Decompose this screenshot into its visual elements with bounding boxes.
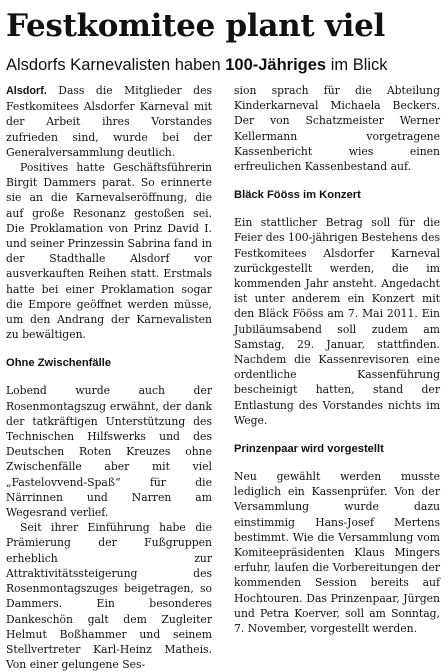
subheading-blaeck-foeoess: Bläck Fööss im Konzert (234, 189, 361, 202)
column-left (6, 83, 212, 672)
headline: Festkomitee plant viel (6, 8, 385, 44)
paragraph-kassenpruefer: Neu gewählt werden musste lediglich ein Kassenprüfer. Von der Versammlung wurde dazu einstimmig Hans-Josef Mertens bestimmt. Wie die Versammlung vom Komiteepräsidenten Klaus Mingers erfuhr, laufen die Vorbereitungen der kommenden Session bereits auf Hochtouren. Das Prinzenpaar, Jürgen und Petra Koerver, soll am Sonntag, 7. November, vorgestellt werden. (234, 470, 440, 636)
paragraph-intro-text: Dass die Mitglieder des Festkomitees Alsdorfer Karneval mit der Arbeit ihres Vorstandes zufrieden sind, wurde bei der Generalversammlung deutlich. (6, 84, 212, 159)
paragraph-rosenmontagszug: Lobend wurde auch der Rosenmontagszug erwähnt, der dank der tatkräftigen Unterstützung des Technischen Hilfswerks und des Deutschen Roten Kreuzes ohne Zwischenfälle aber mit viel „Fastelovvend-Spaß“ für die Närrinnen und Narren am Wegesrand verlief. (6, 384, 212, 520)
subheading-ohne-zwischenfaelle: Ohne Zwischenfälle (6, 357, 112, 370)
paragraph-praemierung: Seit ihrer Einführung habe die Prämierung der Fußgruppen erheblich zur Attraktivitätssteigerung des Rosenmontagszuges beigetragen, so Dammers. Ein besonderes Dankeschön galt dem Zugleiter Helmut Boßhammer und seinem Stellvertreter Karl-Heinz Matheis. Von einer gelungene Ses- (6, 521, 212, 672)
paragraph-jubilaeum: Ein stattlicher Betrag soll für die Feier des 100-jährigen Bestehens des Festkomitees Alsdorfer Karneval zurückgestellt werden, die im kommenden Jahr ansteht. Angedacht ist unter anderem ein Konzert mit den Bläck Fööss am 7. Mai 2011. Ein Jubiläumsabend soll zudem am Samstag, 29. Januar, stattfinden. Nachdem die Kassenrevisoren eine ordentliche Kassenführung bescheinigt hatten, stand der Entlastung des Vorstandes nichts im Wege. (234, 216, 440, 427)
subheadline-bold: 100-Jähriges (225, 56, 327, 74)
subheadline-pre: Alsdorfs Karnevalisten haben (6, 56, 226, 74)
subheadline-post: im Blick (326, 56, 388, 74)
paragraph-intro (6, 83, 212, 160)
column-right (234, 83, 440, 636)
subheadline (6, 55, 442, 75)
subheading-prinzenpaar: Prinzenpaar wird vorgestellt (234, 443, 384, 456)
paragraph-geschaeftsfuehrerin: Positives hatte Geschäftsführerin Birgit Dammers parat. So erinnerte sie an die Karnevalseröffnung, die auf große Resonanz gestoßen sei. Die Proklamation von Prinz David I. und seiner Prinzessin Sabrina fand in der Stadthalle Alsdorf vor ausverkauften Reihen statt. Erstmals hatte bei einer Proklamation sogar die Empore geöffnet werden müsse, um den Andrang der Karnevalisten zu bewältigen. (6, 161, 212, 342)
paragraph-continuation: sion sprach für die Abteilung Kinderkarneval Michaela Beckers. Der von Schatzmeister Werner Kellermann vorgetragene Kassenbericht wies einen erfreulichen Kassenbestand auf. (234, 84, 440, 174)
dateline: Alsdorf. (6, 85, 47, 97)
